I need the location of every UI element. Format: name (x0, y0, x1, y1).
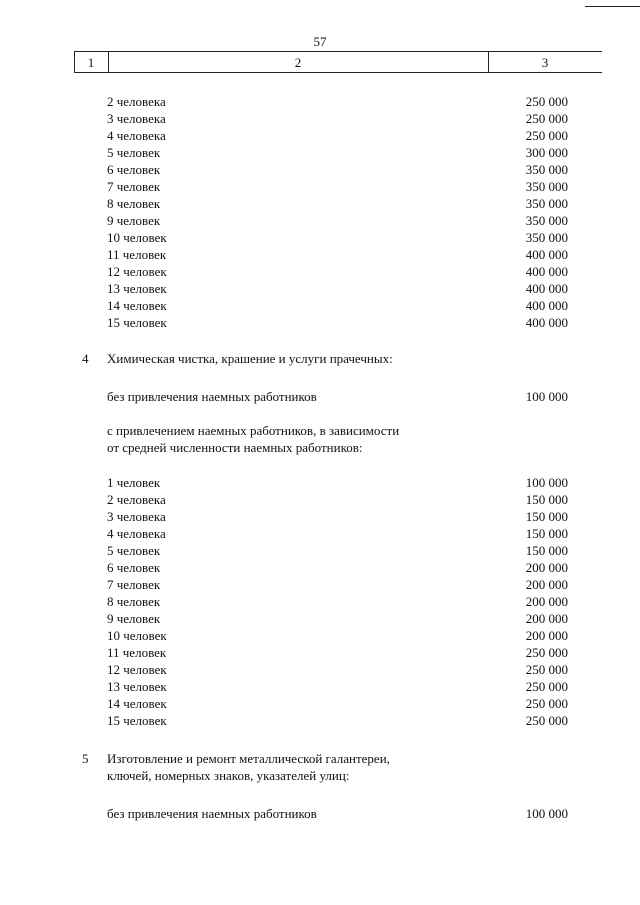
row-label: 12 человек (107, 264, 167, 279)
row-label: 11 человек (107, 645, 167, 660)
section-5-title-line2: ключей, номерных знаков, указателей улиц: (107, 768, 350, 783)
table-row (0, 593, 640, 610)
table-row (0, 110, 640, 127)
table-row (0, 246, 640, 263)
row-value: 250 000 (525, 94, 568, 109)
row-label: 5 человек (107, 543, 161, 558)
table-row (0, 263, 640, 280)
header-col-2: 2 (294, 55, 302, 70)
row-value: 100 000 (525, 475, 568, 490)
table-row (0, 610, 640, 627)
header-col-1: 1 (87, 55, 95, 70)
row-value: 250 000 (525, 696, 568, 711)
row-value: 200 000 (525, 594, 568, 609)
section-4-no-employees (0, 388, 640, 405)
row-label: 15 человек (107, 315, 167, 330)
row-value: 200 000 (525, 560, 568, 575)
row-label: 9 человек (107, 213, 161, 228)
table-row (0, 93, 640, 110)
row-value: 200 000 (525, 577, 568, 592)
row-label: 2 человека (107, 94, 166, 109)
table-row (0, 661, 640, 678)
table-row (0, 678, 640, 695)
row-label: без привлечения наемных работников (107, 389, 317, 404)
table-row (0, 576, 640, 593)
header-bottom-rule (74, 72, 602, 73)
row-label: 11 человек (107, 247, 167, 262)
row-label: 1 человек (107, 475, 161, 490)
table-row (0, 627, 640, 644)
row-label: 6 человек (107, 162, 161, 177)
table-row (0, 161, 640, 178)
row-value: 350 000 (525, 230, 568, 245)
page-number: 57 (313, 34, 327, 49)
row-value: 400 000 (525, 281, 568, 296)
row-value: 350 000 (525, 196, 568, 211)
table-row (0, 542, 640, 559)
table-row (0, 491, 640, 508)
row-label: 6 человек (107, 560, 161, 575)
row-label: 9 человек (107, 611, 161, 626)
table-row (0, 144, 640, 161)
table-row (0, 127, 640, 144)
row-label: 13 человек (107, 679, 167, 694)
row-label: 14 человек (107, 298, 167, 313)
row-value: 100 000 (525, 806, 568, 821)
row-label: 4 человека (107, 526, 166, 541)
row-value: 350 000 (525, 213, 568, 228)
row-label: без привлечения наемных работников (107, 806, 317, 821)
row-value: 150 000 (525, 492, 568, 507)
section-4-number: 4 (82, 351, 89, 366)
table-row (0, 314, 640, 331)
row-value: 250 000 (525, 713, 568, 728)
row-value: 200 000 (525, 628, 568, 643)
row-label: 13 человек (107, 281, 167, 296)
row-label: 5 человек (107, 145, 161, 160)
row-value: 150 000 (525, 543, 568, 558)
row-value: 250 000 (525, 679, 568, 694)
row-label: 8 человек (107, 196, 161, 211)
row-value: 250 000 (525, 662, 568, 677)
row-value: 150 000 (525, 526, 568, 541)
row-label: 2 человека (107, 492, 166, 507)
row-value: 350 000 (525, 162, 568, 177)
row-label: 10 человек (107, 230, 167, 245)
row-value: 400 000 (525, 298, 568, 313)
table-row (0, 525, 640, 542)
header-top-rule (74, 51, 602, 52)
table-row (0, 474, 640, 491)
row-label: 7 человек (107, 179, 161, 194)
row-value: 250 000 (525, 645, 568, 660)
row-label: 8 человек (107, 594, 161, 609)
row-value: 150 000 (525, 509, 568, 524)
row-value: 200 000 (525, 611, 568, 626)
row-value: 250 000 (525, 111, 568, 126)
table-row (0, 297, 640, 314)
row-label: 7 человек (107, 577, 161, 592)
table-row (0, 280, 640, 297)
row-value: 300 000 (525, 145, 568, 160)
row-value: 400 000 (525, 264, 568, 279)
table-row (0, 212, 640, 229)
row-value: 400 000 (525, 247, 568, 262)
row-label: 10 человек (107, 628, 167, 643)
table-row (0, 695, 640, 712)
table-row (0, 195, 640, 212)
row-label: 3 человека (107, 509, 166, 524)
section-4-with-employees-line2: от средней численности наемных работников: (107, 440, 363, 455)
row-value: 250 000 (525, 128, 568, 143)
row-value: 400 000 (525, 315, 568, 330)
row-label: 12 человек (107, 662, 167, 677)
table-row (0, 229, 640, 246)
table-row (0, 712, 640, 729)
table-row (0, 508, 640, 525)
row-label: 3 человека (107, 111, 166, 126)
table-row (0, 644, 640, 661)
table-header (74, 51, 602, 73)
header-col-3: 3 (541, 55, 549, 70)
section-5-title-line1: Изготовление и ремонт металлической галантереи, (107, 751, 390, 766)
row-label: 4 человека (107, 128, 166, 143)
section-4-title: Химическая чистка, крашение и услуги прачечных: (107, 351, 393, 366)
section-4-with-employees-line1: с привлечением наемных работников, в зависимости (107, 423, 400, 438)
row-value: 100 000 (525, 389, 568, 404)
row-label: 14 человек (107, 696, 167, 711)
corner-line (585, 6, 640, 7)
table-row (0, 559, 640, 576)
table-row (0, 178, 640, 195)
row-value: 350 000 (525, 179, 568, 194)
section-5-no-employees (0, 805, 640, 822)
row-label: 15 человек (107, 713, 167, 728)
section-5-number: 5 (82, 751, 89, 766)
